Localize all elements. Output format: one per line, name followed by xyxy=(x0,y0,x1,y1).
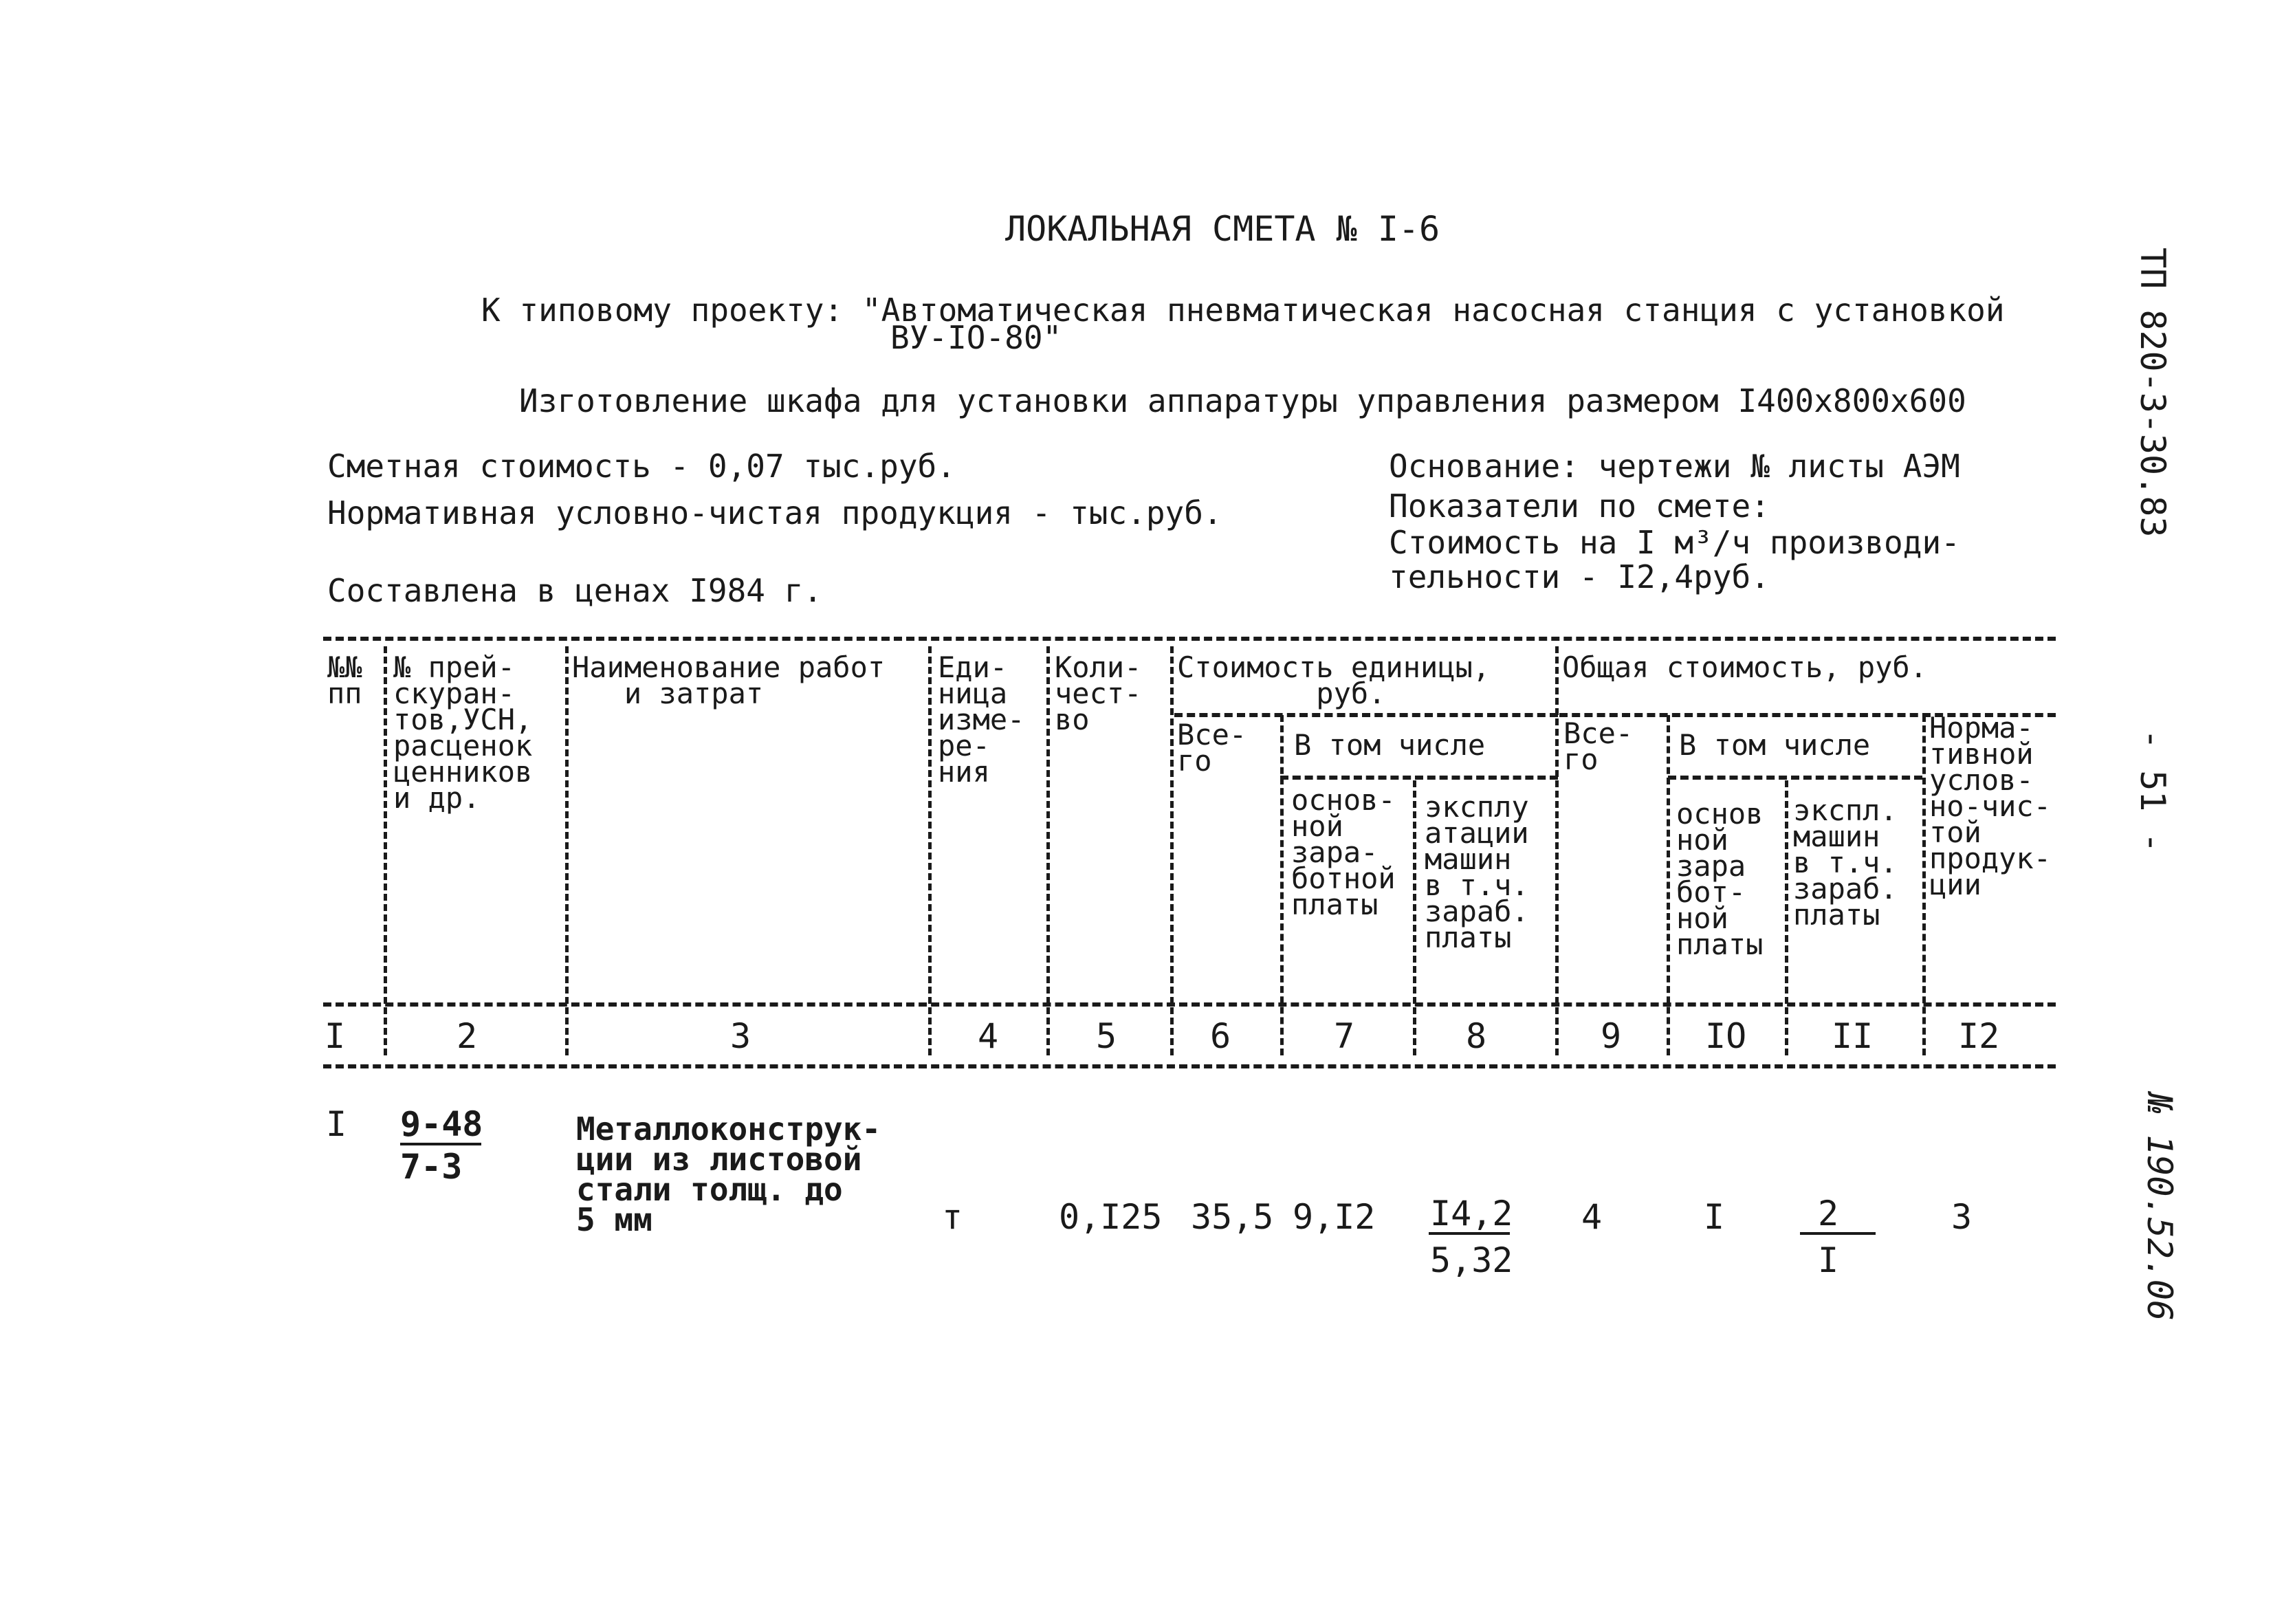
unit-cost-subrule xyxy=(1174,713,1558,717)
row-unit-total: 35,5 xyxy=(1191,1197,1274,1237)
header-total-cost: Общая стоимость, руб. xyxy=(1562,650,1928,684)
row-qty: 0,I25 xyxy=(1059,1197,1163,1237)
unit-cost-line-1: Стоимость на I м³/ч производи- xyxy=(1389,524,1960,561)
col-number-3: 3 xyxy=(730,1016,751,1056)
col-sep-8 xyxy=(1555,646,1559,1055)
row-unit-mach-bottom: 5,32 xyxy=(1430,1240,1513,1280)
header-col-6: Все- го xyxy=(1177,718,1247,778)
row-total-mach-underline xyxy=(1800,1232,1876,1235)
header-bottom-rule xyxy=(323,1002,2056,1007)
col-number-1: I xyxy=(325,1016,346,1056)
col-sep-9 xyxy=(1667,715,1670,1055)
header-col-5: Коли- чест- во xyxy=(1055,650,1142,736)
table-top-rule xyxy=(323,637,2056,641)
col-number-4: 4 xyxy=(978,1016,999,1056)
col-number-7: 7 xyxy=(1334,1016,1355,1056)
header-unit-cost: Стоимость единицы, руб. xyxy=(1177,650,1491,710)
page-number: - 51 - xyxy=(2133,729,2173,853)
document-title: ЛОКАЛЬНАЯ СМЕТА № I-6 xyxy=(1005,209,1440,249)
header-col-12: Норма- тивной услов- но-чис- той продук- ции xyxy=(1929,711,2052,901)
price-level: Составлена в ценах I984 г. xyxy=(327,572,823,609)
col-number-6: 6 xyxy=(1210,1016,1231,1056)
header-col-10: основ ной зара бот- ной платы xyxy=(1676,797,1764,961)
col-sep-10 xyxy=(1785,780,1788,1055)
row-unit-mach-underline xyxy=(1429,1232,1510,1235)
row-total-mach-bottom: I xyxy=(1818,1240,1839,1280)
row-total-mach-top: 2 xyxy=(1818,1194,1839,1233)
project-code: ТП 820-3-30.83 xyxy=(2133,248,2173,538)
header-col-1: №№ пп xyxy=(327,650,362,710)
row-normative: 3 xyxy=(1951,1197,1973,1237)
header-col-2: № прей- скуран- тов,УСН, расценок ценников и др. xyxy=(393,650,533,815)
project-line-2: ВУ-IO-80" xyxy=(890,319,1062,356)
col-sep-6 xyxy=(1280,715,1284,1055)
header-total-incl: В том числе xyxy=(1679,728,1871,762)
indicators-label: Показатели по смете: xyxy=(1389,487,1770,525)
normative-production: Нормативная условно-чистая продукция - тыс.руб. xyxy=(327,494,1222,531)
total-incl-subrule xyxy=(1668,776,1922,780)
col-number-9: 9 xyxy=(1601,1016,1622,1056)
unit-cost-line-2: тельности - I2,4руб. xyxy=(1389,558,1770,595)
row-total-wage: I xyxy=(1704,1197,1725,1237)
col-number-8: 8 xyxy=(1466,1016,1487,1056)
row-total: 4 xyxy=(1581,1197,1603,1237)
col-number-12: I2 xyxy=(1958,1016,2000,1056)
header-col-3: Наименование работ и затрат xyxy=(572,650,886,710)
row-number: I xyxy=(326,1104,347,1144)
col-number-5: 5 xyxy=(1096,1016,1117,1056)
header-col-8: эксплу атации машин в т.ч. зараб. платы xyxy=(1425,790,1529,954)
col-sep-3 xyxy=(928,646,932,1055)
col-sep-7 xyxy=(1413,780,1416,1055)
header-col-9: Все- го xyxy=(1563,716,1634,776)
header-col-4: Еди- ница изме- ре- ния xyxy=(938,650,1025,789)
basis: Основание: чертежи № листы АЭМ xyxy=(1389,448,1960,485)
col-sep-1 xyxy=(384,646,387,1055)
row-code-underline xyxy=(400,1143,481,1145)
row-unit: т xyxy=(942,1197,963,1237)
col-sep-4 xyxy=(1046,646,1050,1055)
row-unit-wage: 9,I2 xyxy=(1293,1197,1376,1237)
col-sep-5 xyxy=(1170,646,1174,1055)
col-number-10: IO xyxy=(1705,1016,1747,1056)
header-col-7: основ- ной зара- ботной платы xyxy=(1291,783,1396,921)
colnum-bottom-rule xyxy=(323,1064,2056,1068)
header-unit-incl: В том числе xyxy=(1294,728,1486,762)
unit-incl-subrule xyxy=(1280,776,1558,780)
inventory-number: № 190.52.06 xyxy=(2140,1093,2179,1321)
col-number-2: 2 xyxy=(457,1016,478,1056)
row-code-top: 9-48 xyxy=(400,1104,483,1144)
header-col-11: экспл. машин в т.ч. зараб. платы xyxy=(1793,793,1898,932)
col-sep-11 xyxy=(1922,715,1926,1055)
document-subtitle: Изготовление шкафа для установки аппаратуры управления размером I400x800x600 xyxy=(519,382,1966,419)
estimated-cost: Сметная стоимость - 0,07 тыс.руб. xyxy=(327,448,956,485)
row-name: Металлоконструк- ции из листовой стали толщ. до 5 мм xyxy=(576,1110,881,1238)
row-code-bottom: 7-3 xyxy=(400,1147,463,1187)
project-line-1: К типовому проекту: "Автоматическая пневматическая насосная станция с установкой xyxy=(481,292,2005,329)
col-number-11: II xyxy=(1832,1016,1874,1056)
col-sep-2 xyxy=(565,646,569,1055)
row-unit-mach-top: I4,2 xyxy=(1430,1194,1513,1233)
